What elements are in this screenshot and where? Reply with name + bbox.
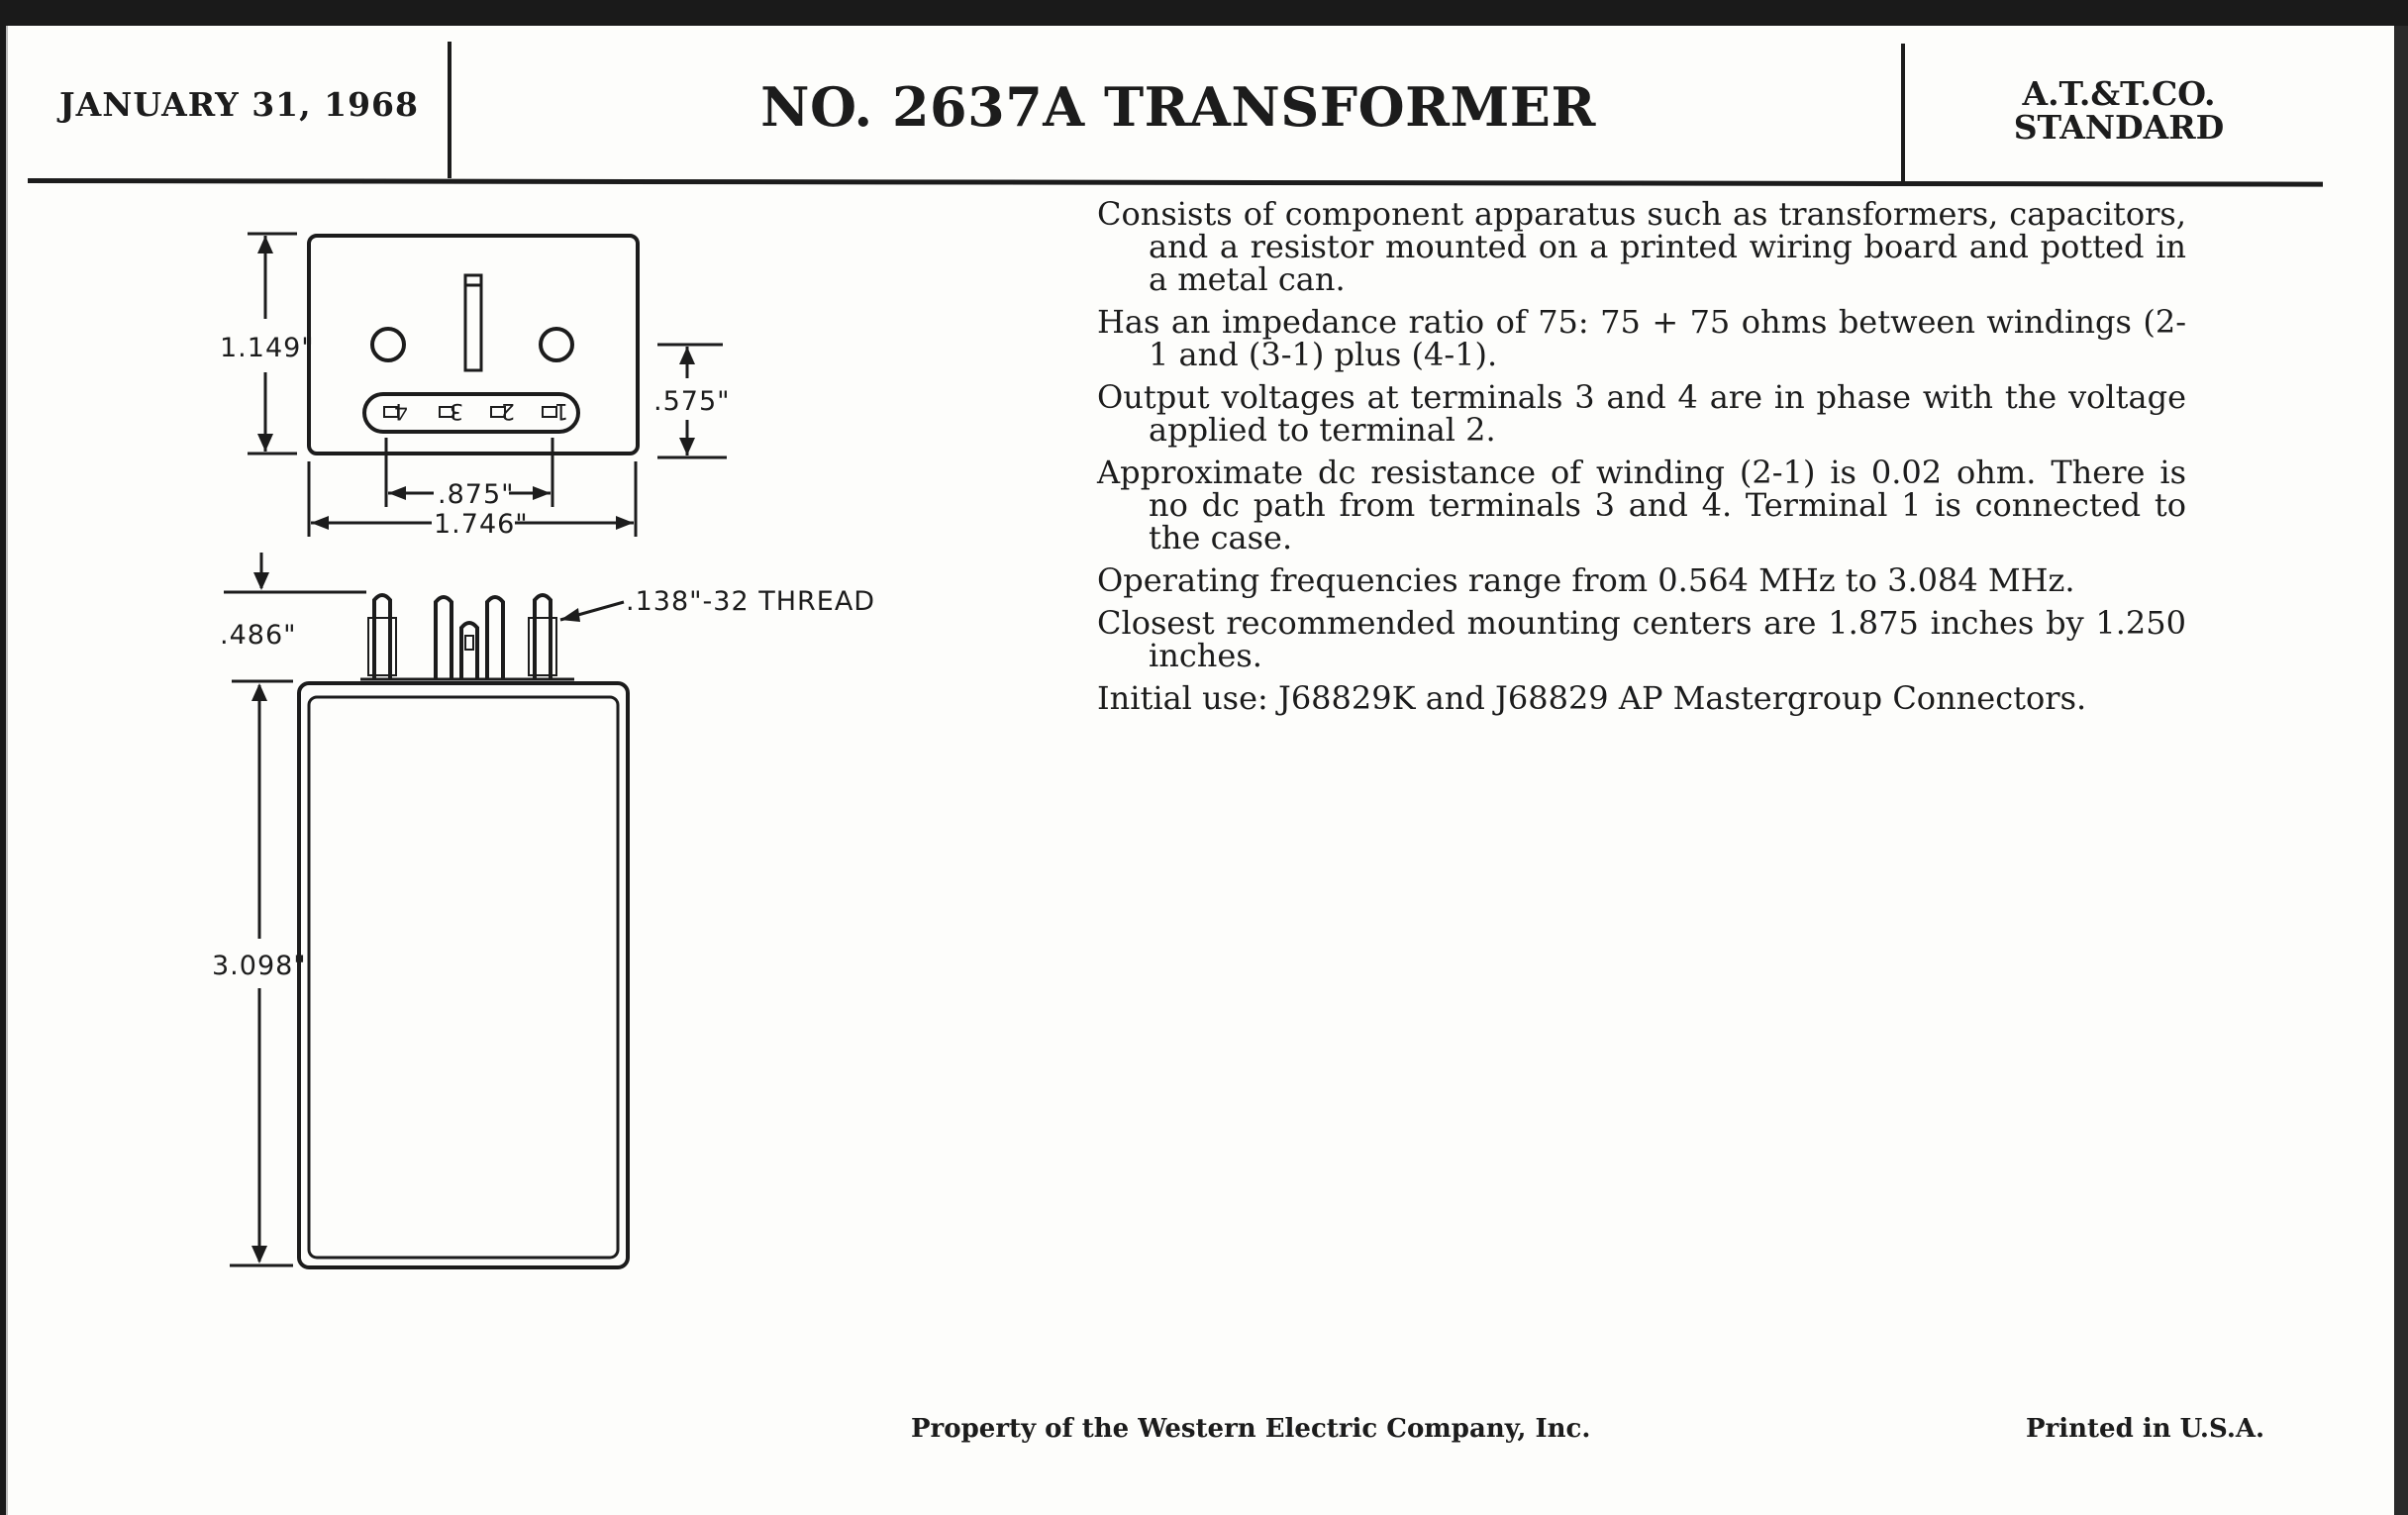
threaded-stud-left xyxy=(374,595,390,679)
description-paragraph: Approximate dc resistance of winding (2-1) is 0.02 ohm. There is no dc path from terminals 3 and 4. Terminal 1 is connected to the case. xyxy=(1097,454,2186,556)
mounting-hole-right xyxy=(541,329,572,360)
dim-width: 1.746" xyxy=(434,509,529,540)
dim-terminal-height: .575" xyxy=(653,386,731,417)
description-paragraph: Has an impedance ratio of 75: 75 + 75 ohms between windings (2-1 and (3-1) plus (4-1). xyxy=(1097,303,2186,373)
printed-notice: Printed in U.S.A. xyxy=(2026,1414,2265,1444)
center-post xyxy=(465,275,481,370)
dim-can-height: 3.098" xyxy=(212,951,307,981)
dim-terminal-spacing: .875" xyxy=(438,479,515,510)
terminal-pin xyxy=(461,623,477,679)
terminal-label-3: 3 xyxy=(450,398,463,423)
property-notice: Property of the Western Electric Company, Inc. xyxy=(911,1414,1591,1444)
terminal-label-4: 4 xyxy=(394,398,408,423)
top-view-outline xyxy=(309,236,638,454)
description-paragraph: Consists of component apparatus such as transformers, capacitors, and a resistor mounted on a printed wiring board and potted in a metal can. xyxy=(1097,195,2186,298)
dim-stud-height: .486" xyxy=(220,620,297,651)
threaded-stud-right xyxy=(535,595,551,679)
mounting-hole-left xyxy=(372,329,404,360)
terminal-label-1: 1 xyxy=(554,398,568,423)
can-outline xyxy=(299,683,628,1267)
sheet-date: JANUARY 31, 1968 xyxy=(59,85,419,124)
description-paragraph: Initial use: J68829K and J68829 AP Mastergroup Connectors. xyxy=(1097,679,2087,717)
terminal-pin xyxy=(487,597,503,679)
description-paragraph: Operating frequencies range from 0.564 MHz to 3.084 MHz. xyxy=(1097,561,2075,599)
description-paragraph: Closest recommended mounting centers are 1.875 inches by 1.250 inches. xyxy=(1097,604,2186,674)
description-paragraph: Output voltages at terminals 3 and 4 are in phase with the voltage applied to terminal 2. xyxy=(1097,378,2186,449)
dim-height-top: 1.149" xyxy=(220,333,315,363)
standard-line-2: STANDARD xyxy=(2013,108,2225,147)
terminal-pin xyxy=(436,597,452,679)
sheet-title: NO. 2637A TRANSFORMER xyxy=(760,75,1596,139)
standard-line-1: A.T.&T.CO. xyxy=(2022,74,2216,113)
terminal-label-2: 2 xyxy=(501,398,515,423)
terminal-pad xyxy=(543,407,556,417)
thread-label: .138"-32 THREAD xyxy=(626,586,876,617)
can-inner-outline xyxy=(309,697,618,1258)
